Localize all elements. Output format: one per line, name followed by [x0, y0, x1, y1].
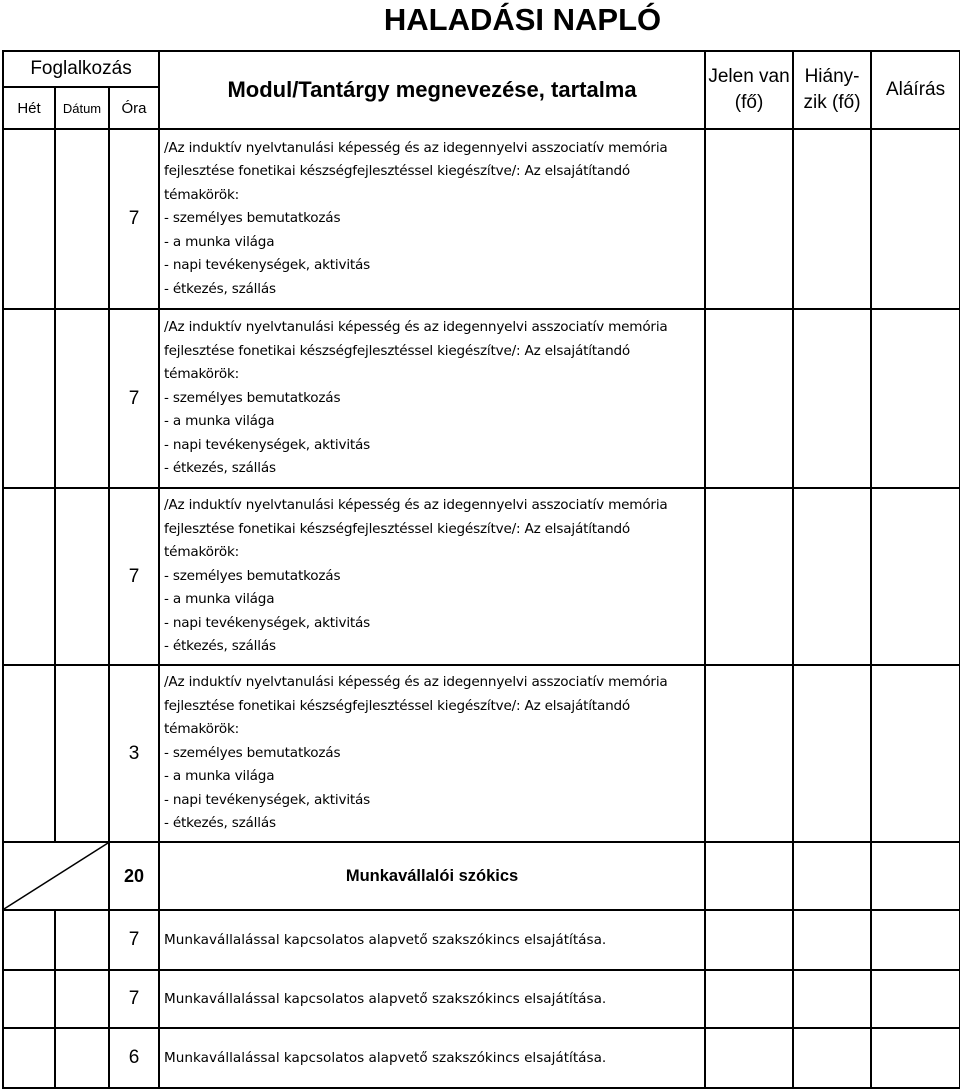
vocab-row	[3, 970, 960, 1028]
content-line: témakörök:	[164, 721, 240, 738]
content-line: fejlesztése fonetikai készségfejlesztéssel kiegészítve/: Az elsajátítandó	[164, 520, 631, 537]
content-line: fejlesztése fonetikai készségfejlesztéssel kiegészítve/: Az elsajátítandó	[164, 163, 631, 180]
cell-hiany	[793, 970, 871, 1028]
cell-jelen	[705, 842, 793, 910]
content-line: /Az induktív nyelvtanulási képesség és az idegennyelvi asszociatív memória	[164, 674, 668, 691]
cell-jelen	[705, 1028, 793, 1088]
header-ora: Óra	[109, 87, 159, 129]
summary-row	[3, 842, 960, 910]
content-line: - étkezés, szállás	[164, 815, 276, 832]
lesson-content	[159, 129, 705, 309]
cell-ora: 7	[109, 309, 159, 488]
content-line: - étkezés, szállás	[164, 280, 276, 297]
summary-label: Munkavállalói szókics	[159, 842, 705, 910]
cell-het	[3, 488, 55, 665]
summary-diagonal-cell	[3, 842, 109, 910]
cell-hiany	[793, 129, 871, 309]
cell-ora: 7	[109, 970, 159, 1028]
content-line: - személyes bemutatkozás	[164, 389, 341, 406]
cell-datum	[55, 970, 109, 1028]
cell-hiany	[793, 910, 871, 970]
cell-ora: 6	[109, 1028, 159, 1088]
cell-alairas	[871, 309, 960, 488]
lesson-content	[159, 488, 705, 665]
cell-datum	[55, 665, 109, 842]
header-alairas: Aláírás	[871, 51, 960, 129]
lesson-row	[3, 309, 960, 488]
vocab-content: Munkavállalással kapcsolatos alapvető szakszókincs elsajátítása.	[159, 1028, 705, 1088]
cell-alairas	[871, 129, 960, 309]
content-line: témakörök:	[164, 186, 240, 203]
content-line: - napi tevékenységek, aktivitás	[164, 436, 371, 453]
content-line: - a munka világa	[164, 591, 275, 608]
cell-ora: 7	[109, 488, 159, 665]
header-modul: Modul/Tantárgy megnevezése, tartalma	[159, 51, 705, 129]
content-line: /Az induktív nyelvtanulási képesség és az idegennyelvi asszociatív memória	[164, 319, 668, 336]
cell-hiany	[793, 665, 871, 842]
cell-het	[3, 309, 55, 488]
content-line: fejlesztése fonetikai készségfejlesztéssel kiegészítve/: Az elsajátítandó	[164, 342, 631, 359]
content-line: fejlesztése fonetikai készségfejlesztéssel kiegészítve/: Az elsajátítandó	[164, 697, 631, 714]
cell-jelen	[705, 309, 793, 488]
header-jelen-van	[705, 51, 793, 129]
cell-datum	[55, 309, 109, 488]
header-datum: Dátum	[55, 87, 109, 129]
content-line: témakörök:	[164, 366, 240, 383]
cell-jelen	[705, 488, 793, 665]
cell-het	[3, 129, 55, 309]
page-title: HALADÁSI NAPLÓ	[383, 2, 662, 37]
header-jelen-line1: Jelen van	[708, 66, 790, 87]
cell-alairas	[871, 970, 960, 1028]
cell-datum	[55, 129, 109, 309]
content-line: - napi tevékenységek, aktivitás	[164, 791, 371, 808]
content-line: témakörök:	[164, 544, 240, 561]
content-line: - a munka világa	[164, 413, 275, 430]
cell-hiany	[793, 488, 871, 665]
cell-datum	[55, 910, 109, 970]
lesson-row	[3, 665, 960, 842]
vocab-row	[3, 1028, 960, 1088]
cell-hiany	[793, 309, 871, 488]
cell-ora: 7	[109, 129, 159, 309]
lesson-row	[3, 488, 960, 665]
content-line: - személyes bemutatkozás	[164, 567, 341, 584]
header-row-top	[3, 51, 960, 87]
cell-hiany	[793, 1028, 871, 1088]
content-line: /Az induktív nyelvtanulási képesség és az idegennyelvi asszociatív memória	[164, 139, 668, 156]
cell-jelen	[705, 910, 793, 970]
header-het: Hét	[3, 87, 55, 129]
cell-alairas	[871, 842, 960, 910]
content-line: - étkezés, szállás	[164, 460, 276, 477]
content-line: - személyes bemutatkozás	[164, 744, 341, 761]
cell-datum	[55, 1028, 109, 1088]
summary-hours: 20	[109, 842, 159, 910]
cell-het	[3, 910, 55, 970]
cell-het	[3, 970, 55, 1028]
cell-hiany	[793, 842, 871, 910]
cell-het	[3, 1028, 55, 1088]
cell-alairas	[871, 665, 960, 842]
content-line: - napi tevékenységek, aktivitás	[164, 257, 371, 274]
vocab-content: Munkavállalással kapcsolatos alapvető szakszókincs elsajátítása.	[159, 970, 705, 1028]
vocab-row	[3, 910, 960, 970]
lesson-content	[159, 665, 705, 842]
header-jelen-line2: (fő)	[734, 92, 764, 113]
cell-ora: 7	[109, 910, 159, 970]
cell-ora: 3	[109, 665, 159, 842]
content-line: - a munka világa	[164, 233, 275, 250]
diagonal-line	[4, 843, 108, 909]
cell-het	[3, 665, 55, 842]
content-line: - a munka világa	[164, 768, 275, 785]
content-line: /Az induktív nyelvtanulási képesség és az idegennyelvi asszociatív memória	[164, 497, 668, 514]
cell-jelen	[705, 970, 793, 1028]
cell-alairas	[871, 910, 960, 970]
content-line: - étkezés, szállás	[164, 638, 276, 655]
cell-jelen	[705, 665, 793, 842]
content-line: - személyes bemutatkozás	[164, 210, 341, 227]
cell-datum	[55, 488, 109, 665]
header-hiany-line1: Hiány-	[804, 66, 860, 87]
header-foglalkozas: Foglalkozás	[3, 51, 159, 87]
content-line: - napi tevékenységek, aktivitás	[164, 614, 371, 631]
cell-alairas	[871, 1028, 960, 1088]
cell-alairas	[871, 488, 960, 665]
header-hiany-line2: zik (fő)	[803, 92, 861, 113]
vocab-content: Munkavállalással kapcsolatos alapvető szakszókincs elsajátítása.	[159, 910, 705, 970]
header-hianyzik	[793, 51, 871, 129]
lesson-content	[159, 309, 705, 488]
lesson-row	[3, 129, 960, 309]
progress-log-table	[2, 50, 960, 1089]
cell-jelen	[705, 129, 793, 309]
